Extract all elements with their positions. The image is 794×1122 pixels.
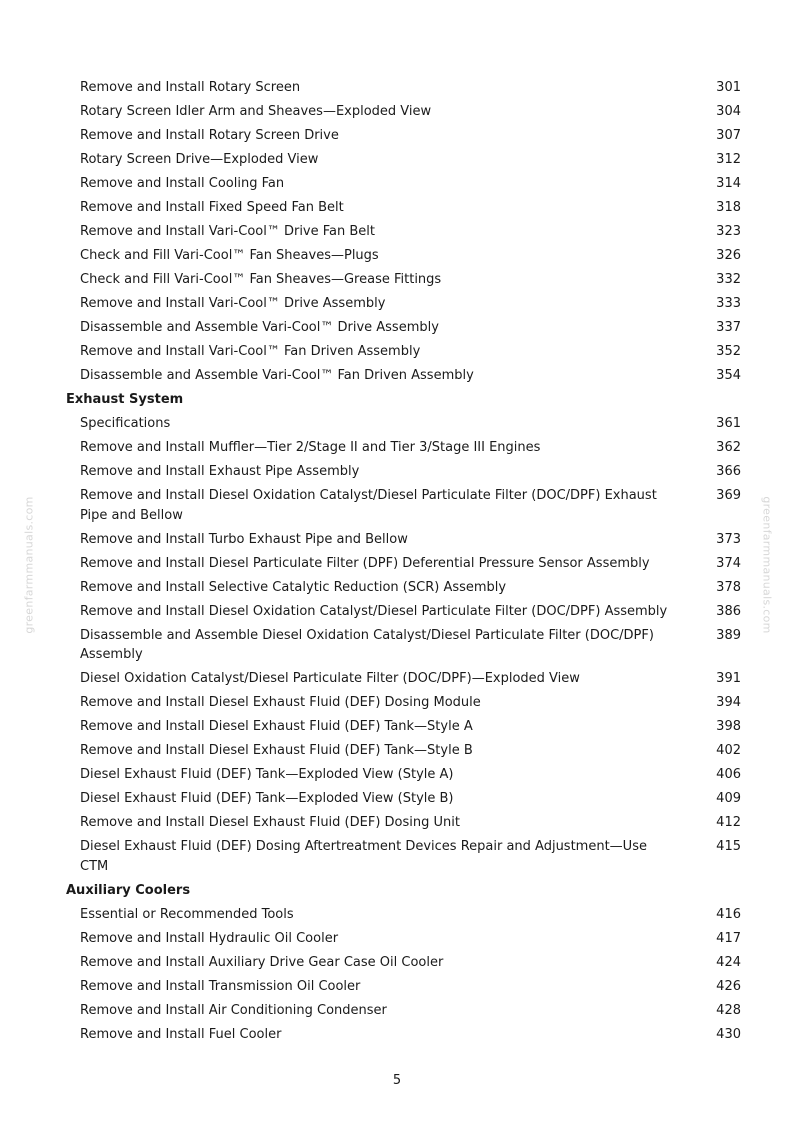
toc-entry-page: 326 bbox=[716, 248, 741, 264]
toc-entry[interactable] bbox=[0, 600, 794, 624]
toc-entry-title: Remove and Install Diesel Exhaust Fluid (DEF) Dosing Unit bbox=[80, 815, 460, 831]
toc-entry[interactable] bbox=[0, 436, 794, 460]
toc-entry-page: 307 bbox=[716, 128, 741, 144]
toc-entry-title: Remove and Install Diesel Oxidation Catalyst/Diesel Particulate Filter (DOC/DPF) Assembly bbox=[80, 603, 668, 619]
toc-entry-page: 373 bbox=[716, 531, 741, 547]
toc-entry-page: 332 bbox=[716, 272, 741, 288]
toc-entry-title: Disassemble and Assemble Vari-Cool™ Drive Assembly bbox=[80, 320, 439, 336]
toc-entry[interactable] bbox=[0, 412, 794, 436]
toc-entry-title: Remove and Install Diesel Particulate Filter (DPF) Deferential Pressure Sensor Assembly bbox=[80, 555, 650, 571]
toc-entry-title: Remove and Install Fuel Cooler bbox=[80, 1026, 282, 1042]
toc-entry-page: 386 bbox=[716, 603, 741, 619]
toc-entry-title: Diesel Oxidation Catalyst/Diesel Particulate Filter (DOC/DPF)—Exploded View bbox=[80, 671, 580, 687]
toc-entry[interactable] bbox=[0, 667, 794, 691]
toc-entry-page: 374 bbox=[716, 555, 741, 571]
toc-entry-title: Remove and Install Fixed Speed Fan Belt bbox=[80, 200, 344, 216]
toc-entry[interactable] bbox=[0, 715, 794, 739]
toc-entry-title: Remove and Install Diesel Exhaust Fluid (DEF) Dosing Module bbox=[80, 695, 481, 711]
toc-entry[interactable] bbox=[0, 999, 794, 1023]
toc-entry[interactable] bbox=[0, 364, 794, 388]
toc-entry-page: 389 bbox=[716, 627, 741, 643]
toc-entry-page: 394 bbox=[716, 695, 741, 711]
watermark-right bbox=[760, 490, 774, 640]
toc-entry[interactable] bbox=[0, 552, 794, 576]
toc-entry-title: Remove and Install Transmission Oil Cooler bbox=[80, 978, 361, 994]
toc-entry-page: 416 bbox=[716, 906, 741, 922]
toc-entry[interactable] bbox=[0, 172, 794, 196]
toc-entry-title: Remove and Install Diesel Exhaust Fluid (DEF) Tank—Style A bbox=[80, 719, 473, 735]
toc-entry[interactable] bbox=[0, 268, 794, 292]
toc-entry[interactable] bbox=[0, 787, 794, 811]
toc-entry-page: 323 bbox=[716, 224, 741, 240]
watermark-left bbox=[22, 490, 36, 640]
toc-entry-page: 409 bbox=[716, 791, 741, 807]
section-heading bbox=[0, 388, 794, 412]
toc-entry-page: 391 bbox=[716, 671, 741, 687]
toc-entry-page: 426 bbox=[716, 978, 741, 994]
toc-entry-title: Remove and Install Vari-Cool™ Drive Assembly bbox=[80, 296, 386, 312]
toc-entry-title: Remove and Install Turbo Exhaust Pipe and Bellow bbox=[80, 531, 408, 547]
toc-entry[interactable] bbox=[0, 975, 794, 999]
toc-entry-title: Remove and Install Vari-Cool™ Drive Fan Belt bbox=[80, 224, 376, 240]
toc-entry-title: Remove and Install Hydraulic Oil Cooler bbox=[80, 930, 339, 946]
toc-entry[interactable] bbox=[0, 763, 794, 787]
toc-entry[interactable] bbox=[0, 76, 794, 100]
toc-entry-title: Remove and Install Selective Catalytic Reduction (SCR) Assembly bbox=[80, 579, 507, 595]
toc-entry[interactable] bbox=[0, 903, 794, 927]
toc-entry-title: Remove and Install Diesel Oxidation Catalyst/Diesel Particulate Filter (DOC/DPF) Exhaust Pipe and Bellow bbox=[80, 488, 657, 523]
toc-entry-title: Remove and Install Air Conditioning Condenser bbox=[80, 1002, 387, 1018]
toc-entry-page: 398 bbox=[716, 719, 741, 735]
toc-entry-title: Remove and Install Auxiliary Drive Gear Case Oil Cooler bbox=[80, 954, 444, 970]
toc-entry-title: Diesel Exhaust Fluid (DEF) Dosing Aftertreatment Devices Repair and Adjustment—Use CTM bbox=[80, 839, 647, 874]
toc-entry[interactable] bbox=[0, 691, 794, 715]
toc-entry-title: Disassemble and Assemble Vari-Cool™ Fan Driven Assembly bbox=[80, 368, 474, 384]
toc-entry-page: 378 bbox=[716, 579, 741, 595]
toc-entry[interactable] bbox=[0, 484, 794, 528]
page-number: 5 bbox=[392, 1073, 402, 1088]
toc-entry-page: 361 bbox=[716, 416, 741, 432]
toc-entry-page: 318 bbox=[716, 200, 741, 216]
toc-entry-page: 428 bbox=[716, 1002, 741, 1018]
toc-entry[interactable] bbox=[0, 340, 794, 364]
toc-entry[interactable] bbox=[0, 100, 794, 124]
toc-entry-page: 430 bbox=[716, 1026, 741, 1042]
toc-entry-title: Diesel Exhaust Fluid (DEF) Tank—Exploded View (Style A) bbox=[80, 767, 454, 783]
toc-entry-title: Remove and Install Exhaust Pipe Assembly bbox=[80, 464, 360, 480]
toc-entry[interactable] bbox=[0, 576, 794, 600]
toc-entry-title: Remove and Install Cooling Fan bbox=[80, 176, 285, 192]
toc-entry-page: 354 bbox=[716, 368, 741, 384]
watermark-text: greenfarmmanuals.com bbox=[760, 496, 774, 634]
table-of-contents bbox=[0, 76, 794, 1047]
toc-entry-title: Essential or Recommended Tools bbox=[80, 906, 294, 922]
toc-entry-page: 333 bbox=[716, 296, 741, 312]
toc-entry[interactable] bbox=[0, 460, 794, 484]
toc-entry-page: 362 bbox=[716, 440, 741, 456]
toc-entry-title: Remove and Install Diesel Exhaust Fluid (DEF) Tank—Style B bbox=[80, 743, 473, 759]
toc-entry-page: 337 bbox=[716, 320, 741, 336]
toc-entry[interactable] bbox=[0, 951, 794, 975]
toc-entry[interactable] bbox=[0, 244, 794, 268]
toc-entry-page: 412 bbox=[716, 815, 741, 831]
toc-entry[interactable] bbox=[0, 811, 794, 835]
toc-entry-page: 314 bbox=[716, 176, 741, 192]
toc-entry-page: 415 bbox=[716, 839, 741, 855]
toc-entry[interactable] bbox=[0, 624, 794, 668]
toc-entry[interactable] bbox=[0, 124, 794, 148]
toc-entry[interactable] bbox=[0, 292, 794, 316]
toc-entry-page: 417 bbox=[716, 930, 741, 946]
toc-entry[interactable] bbox=[0, 1023, 794, 1047]
toc-entry[interactable] bbox=[0, 528, 794, 552]
toc-entry-title: Rotary Screen Idler Arm and Sheaves—Exploded View bbox=[80, 104, 432, 120]
toc-entry-title: Remove and Install Vari-Cool™ Fan Driven Assembly bbox=[80, 344, 421, 360]
toc-entry-title: Remove and Install Muffler—Tier 2/Stage II and Tier 3/Stage III Engines bbox=[80, 440, 541, 456]
toc-entry[interactable] bbox=[0, 316, 794, 340]
toc-entry-page: 366 bbox=[716, 464, 741, 480]
toc-entry-title: Specifications bbox=[80, 416, 171, 432]
watermark-text: greenfarmmanuals.com bbox=[22, 496, 36, 634]
toc-entry-page: 352 bbox=[716, 344, 741, 360]
toc-entry-title: Disassemble and Assemble Diesel Oxidation Catalyst/Diesel Particulate Filter (DOC/DPF) Assembly bbox=[80, 627, 654, 663]
toc-entry-page: 301 bbox=[716, 80, 741, 96]
toc-entry-title: Diesel Exhaust Fluid (DEF) Tank—Exploded View (Style B) bbox=[80, 791, 454, 807]
toc-entry-page: 369 bbox=[716, 488, 741, 504]
toc-entry[interactable] bbox=[0, 148, 794, 172]
toc-entry-title: Rotary Screen Drive—Exploded View bbox=[80, 152, 319, 168]
toc-entry-title: Remove and Install Rotary Screen bbox=[80, 80, 301, 96]
section-heading-label: Auxiliary Coolers bbox=[66, 882, 191, 898]
section-heading-label: Exhaust System bbox=[66, 392, 184, 408]
section-heading bbox=[0, 879, 794, 903]
toc-entry[interactable] bbox=[0, 220, 794, 244]
toc-entry-title: Check and Fill Vari-Cool™ Fan Sheaves—Plugs bbox=[80, 248, 379, 264]
toc-entry-page: 304 bbox=[716, 104, 741, 120]
toc-entry[interactable] bbox=[0, 739, 794, 763]
toc-entry[interactable] bbox=[0, 927, 794, 951]
toc-entry[interactable] bbox=[0, 196, 794, 220]
toc-entry-title: Check and Fill Vari-Cool™ Fan Sheaves—Grease Fittings bbox=[80, 272, 442, 288]
toc-entry-page: 312 bbox=[716, 152, 741, 168]
toc-entry-title: Remove and Install Rotary Screen Drive bbox=[80, 128, 339, 144]
toc-entry-page: 406 bbox=[716, 767, 741, 783]
toc-entry-page: 424 bbox=[716, 954, 741, 970]
toc-entry[interactable] bbox=[0, 835, 794, 879]
toc-entry-page: 402 bbox=[716, 743, 741, 759]
